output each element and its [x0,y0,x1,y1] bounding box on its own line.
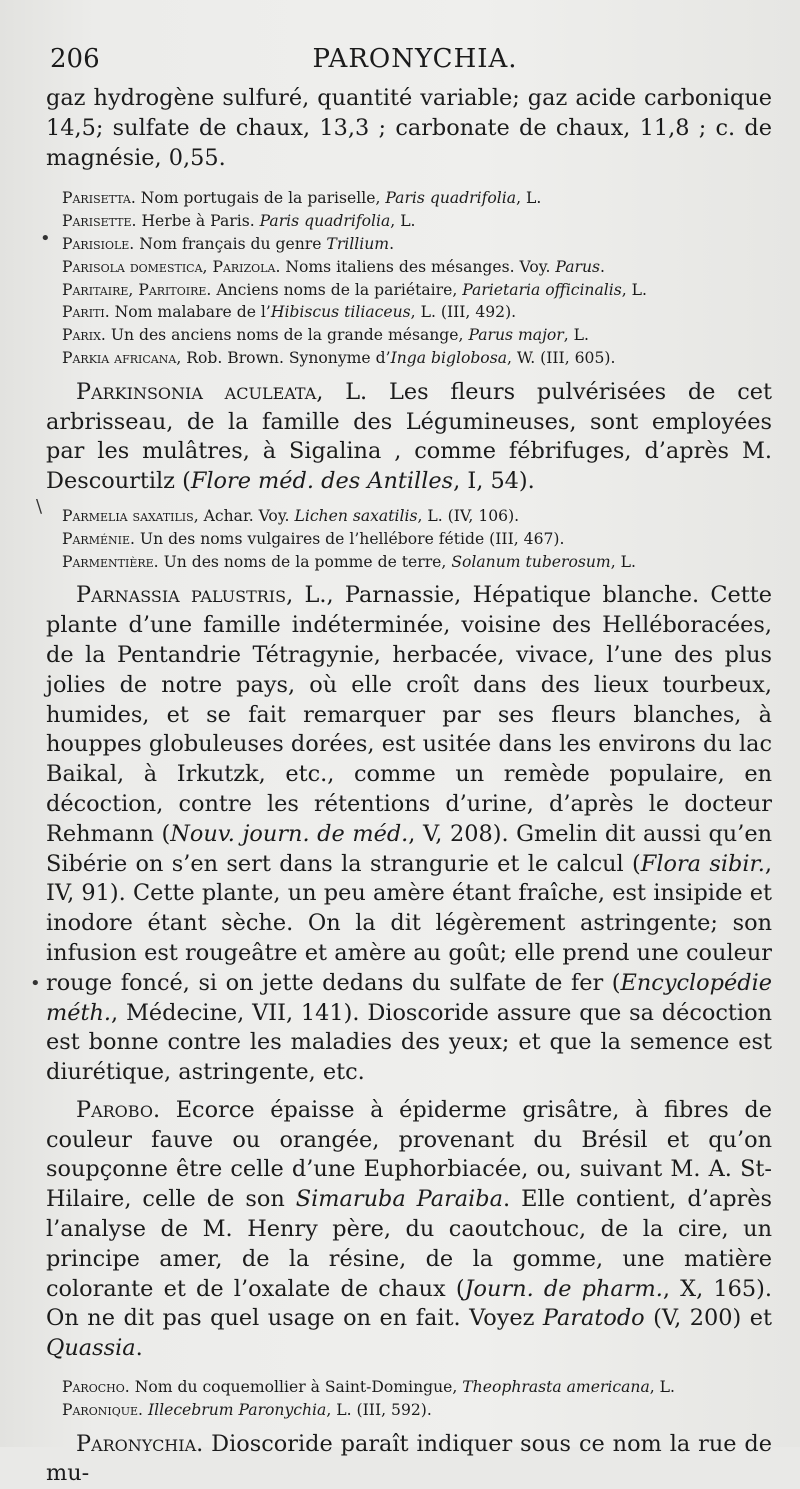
entry-headword: Pariti. [62,303,110,322]
entry-headword: Paronique. [62,1400,143,1419]
margin-dot: • [40,228,51,249]
entry-headword: Paritaire [62,280,129,299]
entry-parnassia: Parnassia palustris, L., Parnassie, Hépatique blanche. Cette plante d’une famille indéterminée, voisine des Helléboracées, de la Pentandrie Tétragynie, herbacée, vivace, l’une des plus jolies de notre pays, où elle croît dans des lieux tourbeux, humides, et se fait remarquer par ses fleurs blanches, à houppes globuleuses dorées, est usitée dans les environs du lac Baikal, à Irkutzk, etc., comme un remède populaire, en décoction, contre les rétentions d’urine, d’après le docteur Rehmann (Nouv. journ. de méd., V, 208). Gmelin dit aussi qu’en Sibérie on s’en sert dans la strangurie et le calcul (Flora sibir., IV, 91). Cette plante, un peu amère étant fraîche, est insipide et inodore étant sèche. On la dit légèrement astringente; son infusion est rougeâtre et amère au goût; elle prend une couleur rouge foncé, si on jette dedans du sulfate de fer (Encyclopédie méth., Médecine, VII, 141). Dioscoride assure que sa décoction est bonne contre les maladies des yeux; et que la semence est diurétique, astringente, etc. [46,582,773,1086]
entry-headword: Parnassia palustris [76,582,287,609]
entry-paritaire: Paritaire, Paritoire. Anciens noms de la pariétaire, Parietaria officinalis, L. [62,280,647,299]
entry-parix: Parix. Un des anciens noms de la grande mésange, Parus major, L. [62,326,589,345]
entry-headword: Parisiole. [62,234,135,253]
margin-dot: • [30,973,41,994]
entry-headword: Parkia africana [62,348,177,367]
entry-headword: Parmelia saxatilis [62,506,194,525]
entry-headword: Parix. [62,326,106,345]
paragraph-continuation: gaz hydrogène sulfuré, quantité variable; gaz acide carbonique 14,5; sulfate de chaux, 13,3 ; carbonate de chaux, 11,8 ; c. de magnésie, 0,55. [46,85,772,171]
entry-parmenie: Parménie. Un des noms vulgaires de l’hellébore fétide (III, 467). [62,529,565,548]
entry-headword: Parmentière. [62,552,159,571]
entry-parmentiere: Parmentière. Un des noms de la pomme de terre, Solanum tuberosum, L. [62,552,636,571]
entry-parmelia: Parmelia saxatilis, Achar. Voy. Lichen saxatilis, L. (IV, 106). [62,506,520,525]
entry-headword: Parocho. [62,1378,130,1397]
entry-headword: Parisette. [62,212,137,231]
entry-parkinsonia: Parkinsonia aculeata, L. Les fleurs pulvérisées de cet arbrisseau, de la famille des Légumineuses, sont employées par les mulâtres, à Sigalina , comme fébrifuges, d’après M. Descourtilz (Flore méd. des Antilles, I, 54). [46,378,772,495]
entry-paronychia: Paronychia. Dioscoride paraît indiquer sous ce nom la rue de mu- [46,1430,772,1487]
page-header [50,44,780,80]
entry-parisette: Parisette. Herbe à Paris. Paris quadrifolia, L. [62,212,416,231]
entry-headword: Parisola domestica [62,257,203,276]
entry-headword: Parkinsonia aculeata [76,378,317,405]
entry-parocho: Parocho. Nom du coquemollier à Saint-Domingue, Theophrasta americana, L. [62,1378,675,1397]
entry-headword: Parménie. [62,529,135,548]
entry-headword: Parisetta. [62,189,136,208]
running-title: PARONYCHIA. [312,44,518,74]
entry-headword: Paronychia. [76,1430,204,1457]
entry-parisola: Parisola domestica, Parizola. Noms italiens des mésanges. Voy. Parus. [62,257,605,276]
entry-parobo: Parobo. Ecorce épaisse à épiderme grisâtre, à fibres de couleur fauve ou orangée, provenant du Brésil et qu’on soupçonne être celle d’une Euphorbiacée, ou, suivant M. A. St-Hilaire, celle de son Simaruba Paraiba. Elle contient, d’après l’analyse de M. Henry père, du caoutchouc, de la cire, un principe amer, de la résine, de la gomme, une matière colorante et de l’oxalate de chaux (Journ. de pharm., X, 165). On ne dit pas quel usage on en fait. Voyez Paratodo (V, 200) et Quassia. [46,1096,773,1362]
entry-headword: Parobo. [76,1096,161,1123]
entry-paronique: Paronique. Illecebrum Paronychia, L. (III, 592). [62,1400,432,1419]
entry-pariti: Pariti. Nom malabare de l’Hibiscus tiliaceus, L. (III, 492). [62,303,517,322]
page-number: 206 [50,44,100,74]
entry-parisetta: Parisetta. Nom portugais de la pariselle, Paris quadrifolia, L. [62,189,542,208]
entry-parisiole: Parisiole. Nom français du genre Trillium. [62,234,395,253]
entry-parkia: Parkia africana, Rob. Brown. Synonyme d’Inga biglobosa, W. (III, 605). [62,348,616,367]
page-body [46,84,772,1489]
margin-stroke: \ [36,496,43,517]
